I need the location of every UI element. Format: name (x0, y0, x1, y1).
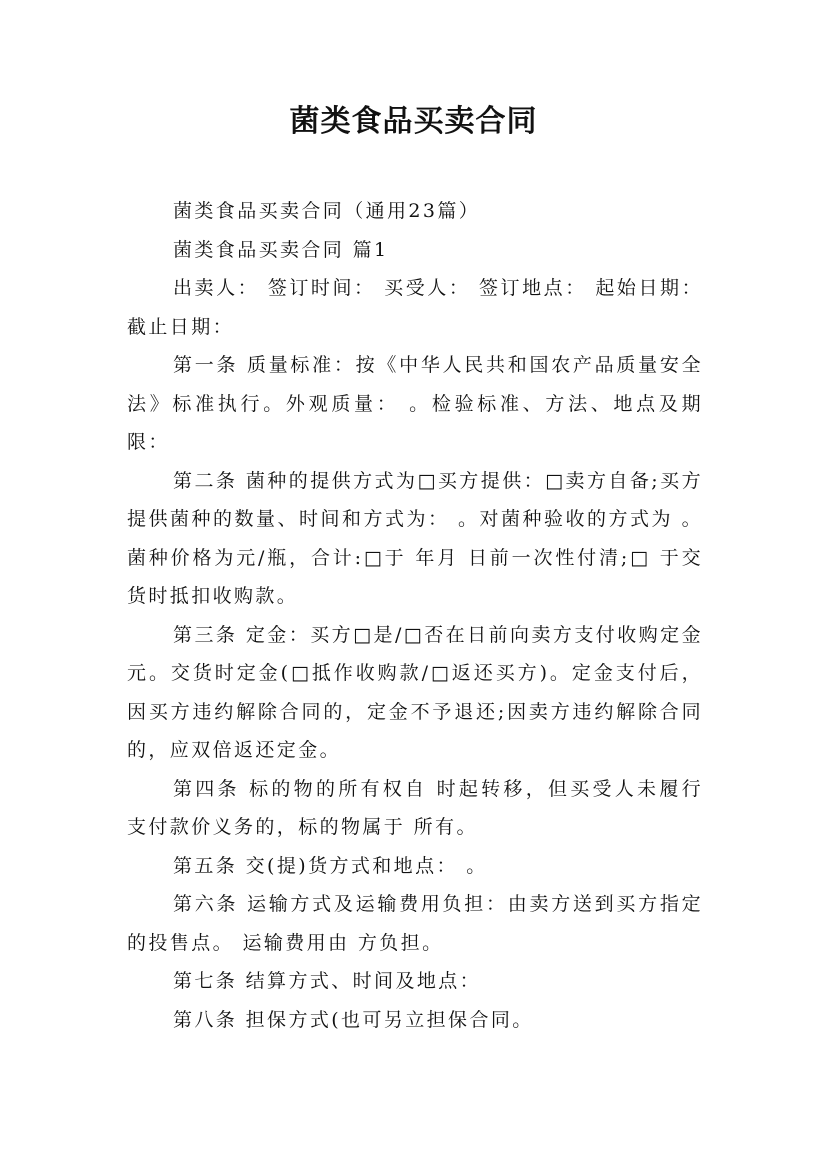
paragraph-article-2: 第二条 菌种的提供方式为□买方提供：□卖方自备;买方提供菌种的数量、时间和方式为： 。对菌种验收的方式为 。菌种价格为元/瓶，合计:□于 年月 日前一次性付清;□ 于交货时抵扣收购款。 (127, 469, 703, 607)
paragraph-article-8: 第八条 担保方式(也可另立担保合同。 (173, 1008, 534, 1031)
paragraph-article-7: 第七条 结算方式、时间及地点： (173, 970, 482, 992)
document-title: 菌类食品买卖合同 (289, 104, 538, 139)
paragraph-article-5: 第五条 交(提)货方式和地点： 。 (173, 854, 488, 877)
paragraph-article-1: 第一条 质量标准：按《中华人民共和国农产品质量安全法》标准执行。外观质量： 。检验标准、方法、地点及期限： (127, 354, 703, 453)
paragraph-section-heading: 菌类食品买卖合同 篇1 (173, 238, 389, 261)
paragraph-collection-title: 菌类食品买卖合同（通用23篇） (173, 200, 481, 222)
document-body (127, 192, 703, 1039)
paragraph-article-3: 第三条 定金：买方□是/□否在日前向卖方支付收购定金 元。交货时定金(□抵作收购款/□返还买方)。定金支付后，因买方违约解除合同的，定金不予退还;因卖方违约解除合同的，应双倍返还定金。 (127, 623, 703, 761)
paragraph-article-4: 第四条 标的物的所有权自 时起转移，但买受人未履行支付款价义务的，标的物属于 所有。 (127, 777, 703, 838)
paragraph-parties: 出卖人： 签订时间： 买受人： 签订地点： 起始日期： 截止日期： (127, 277, 703, 338)
paragraph-article-6: 第六条 运输方式及运输费用负担：由卖方送到买方指定的投售点。 运输费用由 方负担。 (127, 893, 703, 954)
